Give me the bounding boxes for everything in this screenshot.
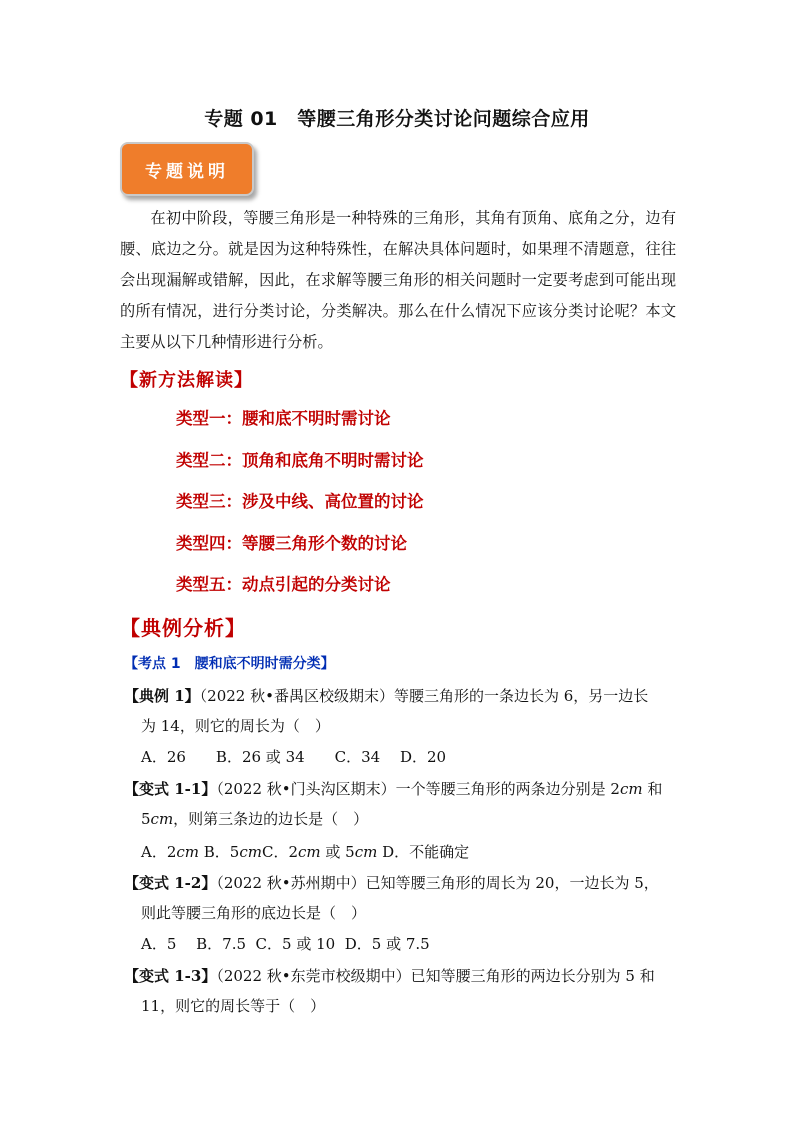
example-tag: 【变式 1-2】 bbox=[124, 874, 217, 892]
type-item: 类型五：动点引起的分类讨论 bbox=[176, 575, 391, 595]
unit-text: cm bbox=[354, 843, 378, 861]
option-text: B．5 bbox=[199, 843, 240, 861]
type-item: 类型一：腰和底不明时需讨论 bbox=[176, 409, 391, 428]
variant-1-1 bbox=[124, 774, 684, 834]
question-text: （2022 秋•东莞市校级期中）已知等腰三角形的两边长分别为 5 和 bbox=[216, 967, 655, 985]
variant-1-3 bbox=[124, 961, 684, 1021]
variant-1-1-options bbox=[141, 840, 469, 864]
intro-line: 能出现的所有情况，进行分类讨论，分类解决。那么在什么情况下应该分类讨论 bbox=[120, 271, 677, 320]
option-text: D．不能确定 bbox=[377, 843, 470, 861]
example-tag: 【变式 1-1】 bbox=[124, 780, 217, 798]
type-item: 类型二：顶角和底角不明时需讨论 bbox=[176, 450, 424, 470]
example-tag: 【典例 1】 bbox=[124, 687, 200, 705]
example-tag: 【变式 1-3】 bbox=[124, 967, 217, 985]
question-text: 和 bbox=[642, 780, 663, 798]
question-text-cont: 为 14，则它的周长为（ ） bbox=[141, 717, 330, 735]
question-text: （2022 秋•苏州期中）已知等腰三角形的周长为 20，一边长为 5， bbox=[216, 874, 659, 892]
question-text: ，则第三条边的边长是（ ） bbox=[173, 810, 369, 828]
unit-text: cm bbox=[150, 810, 174, 828]
type-list bbox=[176, 406, 424, 614]
question-text-cont: 11，则它的周长等于（ ） bbox=[141, 997, 326, 1015]
intro-line: 在初中阶段，等腰三角形是一种特殊的三角形，其角有顶角、底角之分，边 bbox=[150, 209, 661, 227]
option-text: 或 5 bbox=[320, 843, 355, 861]
intro-line: 往往会出现漏解或错解，因此，在求解等腰三角形的相关问题时一定要考虑到可 bbox=[120, 240, 677, 289]
example-1 bbox=[124, 681, 684, 741]
unit-text: cm bbox=[239, 843, 262, 861]
question-text: （2022 秋•门头沟区期末）一个等腰三角形的两条边分别是 2 bbox=[216, 780, 620, 798]
example-1-options: A．26 B．26 或 34 C．34 D．20 bbox=[141, 748, 447, 766]
type-item: 类型四：等腰三角形个数的讨论 bbox=[176, 533, 407, 553]
option-text: A．2 bbox=[141, 843, 177, 861]
unit-text: cm bbox=[176, 843, 200, 861]
examples-heading: 【典例分析】 bbox=[120, 616, 246, 640]
option-text: C．2 bbox=[261, 843, 299, 861]
unit-text: cm bbox=[619, 780, 643, 798]
intro-paragraph bbox=[120, 203, 676, 358]
topic-badge: 专题说明 bbox=[120, 142, 254, 196]
variant-1-2 bbox=[124, 868, 684, 928]
question-text-cont: 则此等腰三角形的底边长是（ ） bbox=[141, 904, 367, 922]
type-item: 类型三：涉及中线、高位置的讨论 bbox=[176, 492, 424, 512]
page-title: 专题 01 等腰三角形分类讨论问题综合应用 bbox=[204, 108, 590, 130]
intro-line: 呢？本文主要从以下几种情形进行分析。 bbox=[120, 302, 677, 351]
variant-1-2-options: A．5 B．7.5 C．5 或 10 D．5 或 7.5 bbox=[141, 935, 430, 953]
method-heading: 【新方法解读】 bbox=[120, 370, 253, 391]
intro-line: 有腰、底边之分。就是因为这种特殊性，在解决具体问题时，如果理不清题意， bbox=[120, 209, 676, 258]
question-text: （2022 秋•番禺区校级期末）等腰三角形的一条边长为 6，另一边长 bbox=[199, 687, 649, 705]
question-text: 5 bbox=[141, 810, 151, 828]
kaodian-heading: 【考点 1 腰和底不明时需分类】 bbox=[124, 656, 335, 672]
unit-text: cm bbox=[298, 843, 321, 861]
